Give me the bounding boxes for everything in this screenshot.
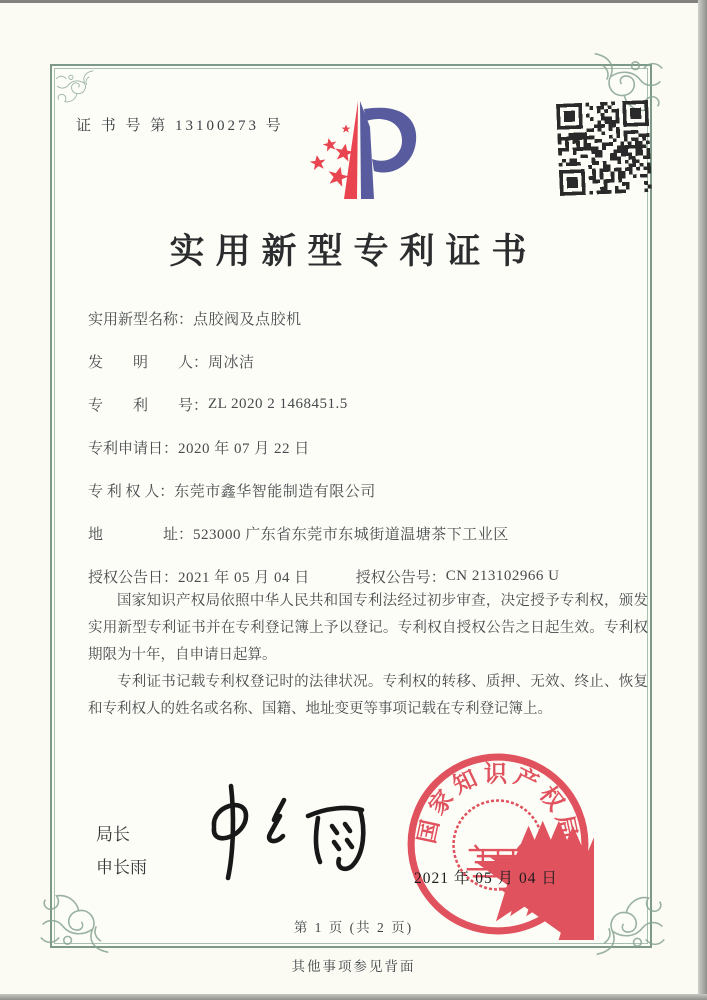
field-row-patentee — [88, 469, 648, 512]
field-row-inventor — [88, 340, 648, 383]
field-value: ZL 2020 2 1468451.5 — [208, 396, 348, 412]
legal-text — [88, 588, 648, 723]
field-row-filing-date — [88, 426, 648, 469]
signer-name: 申长雨 — [96, 858, 147, 877]
field-row-name — [88, 297, 648, 340]
field-label: 地 址： — [88, 527, 194, 543]
corner-flourish-top-left-icon — [55, 69, 96, 110]
seal-date: 2021 年 05 月 04 日 — [414, 870, 558, 887]
field-label: 实用新型名称： — [88, 312, 194, 328]
back-note: 其他事项参见背面 — [291, 959, 416, 974]
field-value: CN 213102966 U — [445, 568, 560, 584]
legal-paragraph-1: 国家知识产权局依照中华人民共和国专利法经过初步审查，决定授予专利权，颁发实用新型专利证书并在专利登记簿上予以登记。专利权自授权公告之日起生效。专利权期限为十年，自申请日起算。 — [88, 593, 648, 663]
field-label: 发 明 人： — [88, 355, 209, 371]
certificate-title: 实用新型专利证书 — [169, 232, 538, 271]
field-label: 专 利 号： — [88, 398, 209, 414]
signer-title: 局长 — [96, 825, 130, 844]
field-value: 周冰洁 — [208, 355, 255, 371]
field-value: 点胶阀及点胶机 — [193, 312, 302, 328]
field-row-patent-number — [88, 383, 648, 426]
official-seal-stamp — [402, 748, 594, 940]
field-label: 授权公告号： — [355, 570, 446, 586]
page-indicator: 第 1 页 (共 2 页) — [293, 920, 414, 935]
field-value: 东莞市鑫华智能制造有限公司 — [174, 484, 376, 500]
scan-edge-bottom — [0, 994, 707, 1000]
field-value: 2021 年 05 月 04 日 — [178, 570, 310, 586]
field-label: 专 利 权 人： — [88, 484, 175, 500]
qr-code-image — [556, 100, 652, 196]
legal-paragraph-2: 专利证书记载专利权登记时的法律状况。专利权的转移、质押、无效、终止、恢复和专利权人的姓名或名称、国籍、地址变更等事项记载在专利登记簿上。 — [88, 674, 648, 717]
cnipa-logo-icon — [294, 97, 426, 207]
certificate-number: 证 书 号 第 13100273 号 — [76, 118, 284, 134]
scan-edge-right — [698, 0, 707, 1000]
field-label: 授权公告日： — [88, 570, 179, 586]
seal-agency-text: 国家知识产权局 — [414, 761, 582, 846]
field-value: 2020 年 07 月 22 日 — [178, 441, 310, 457]
scan-edge-top — [0, 0, 707, 3]
field-value: 523000 广东省东莞市东城街道温塘茶下工业区 — [193, 527, 509, 543]
field-row-address — [88, 512, 648, 555]
signer-block — [96, 818, 147, 884]
field-label: 专利申请日： — [88, 441, 179, 457]
signature-handwriting — [188, 778, 388, 886]
certificate-fields — [88, 297, 648, 598]
